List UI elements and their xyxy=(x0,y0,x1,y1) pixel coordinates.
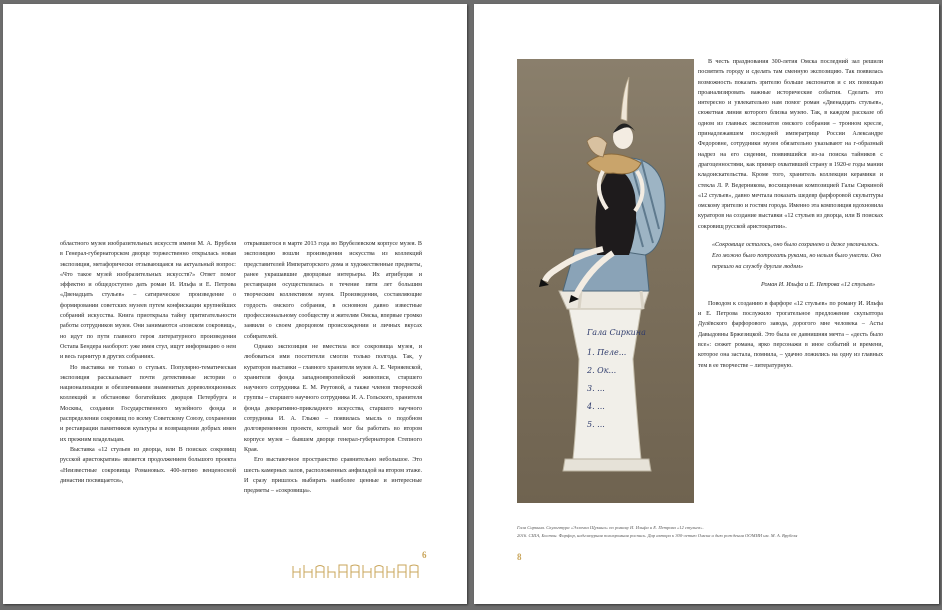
chairs-ornament-icon xyxy=(291,562,423,582)
caption-line-2: 2016. США, Бостон. Фарфор, надглазурная полихромная роспись. Дар автора к 300-летию Омска и дню рождения ООМИИ им. М. А. Врубеля xyxy=(517,532,798,538)
epigraph-attribution: Роман И. Ильфа и Е. Петрова «12 стульев» xyxy=(761,282,875,289)
right-para-2: Поводом к созданию в фарфоре «12 стульев» по роману И. Ильфа и Е. Петрова послужило трогательное предложение скульптора Дулёвского фарфорового завода, дорогого мне человека – Асты Давыдовны Бржезицкой. Это была ее давнишняя мечта – «десть было все»: сюжет романа, ярко персонажи в иное событий и времени, которое она застала, помнила, – удачно ложились на одну из главных тем в ее творчестве – литературную. xyxy=(698,300,883,369)
left-col2-para-2: Однако экспозиция не вместила все сокровища музея, и любоваться ими посетители смогли только полгода. Так, у кураторов выставки – главного хранителя музея А. Е. Черняевской, хранителя фонда западноевропейской живописи, старшего научного сотрудника Е. М. Реутовой, а также членов творческой группы – старшего научного сотрудника И. А. Гольского, хранителя фонда декоративно-прикладного искусства, старшего научного сотрудника И. А. Глыжо – появилась мысль о подобном долговременном проекте, который мог бы работать во втором корпусе музея – бывшем дворце генерал-губернаторов Степного Края. xyxy=(244,343,422,453)
caption-line-1: Гала Сиркина. Скульптура «Эллочка Щукина» по роману И. Ильфа и Е. Петрова «12 стульев». xyxy=(517,525,704,530)
plaque-line-4: 3. ... xyxy=(587,384,605,393)
porcelain-figurine-image xyxy=(517,59,694,503)
left-col1-para-3: Выставка «12 стульев из дворца, или В поисках сокровищ русской аристократии» является продолжением большого проекта «Неизвестные сокровища Романовых. 400-летию венценосной династии посвящается», xyxy=(60,446,236,484)
plaque-line-3: 2. Ок... xyxy=(587,366,617,375)
left-page-column-1 xyxy=(60,239,236,486)
right-page-column xyxy=(698,57,883,371)
left-page-column-2 xyxy=(244,239,422,496)
right-page-number: 8 xyxy=(517,552,522,562)
epigraph-quote: «Сокровище осталось, оно было сохранено и даже увеличилось. Его можно было потрогать руками, но нельзя было унести. Оно перешло на службу другим людям» xyxy=(712,242,882,270)
left-col1-para-2: Но выставка не только о стульях. Популярно-тематическая экспозиция рассказывает почти детективные истории о национализации и обезличивании знаменитых дореволюционных коллекций и обстановке богатейших дворцов Петербурга и Москвы, создании Государственного музейного фонда и распределении сокровищ по всему Советскому Союзу, сохранении и реставрации памятников культуры и возвращении добрых имен их прежним владельцам. xyxy=(60,364,236,443)
right-para-1: В честь празднования 300-летия Омска последний зал решили посвятить городу и сделать там сменную экспозицию. Так появилась возможность показать зрителю больше экспонатов и с их помощью проанализировать важные исторические события. Сделать это интересно и увлекательно нам помог роман «Двенадцать стульев», сюжетная линия которого близка музею. Так, в каждом рассказе об одном из главных экспонатов омского собрания – тронном кресле, принадлежавшем последней императрице России Александре Федоровне, сотрудники музея обязательно указывают на г-образный надрез на его сидении, появившийся из-за поиска тайников с драгоценностями, как пример охватившей страну в 1920-е годы мании кладоискательства. Кроме того, хранитель коллекции керамики и стекла Л. Р. Ведерникова, восхищенная композицией Галы Сиркиной «12 стульев», давно мечтала показать шедевр фарфоровой скульптуры омскому зрителю и гостям города. Именно эта композиция вдохновила кураторов на создание выставки «12 стульев из дворца, или В поисках сокровищ русской аристократии». xyxy=(698,59,883,230)
left-page xyxy=(3,4,467,604)
right-page xyxy=(474,4,939,604)
left-page-number: 6 xyxy=(422,550,427,560)
left-col2-para-1: открывшегося в марте 2013 года во Врубелевском корпусе музея. В экспозицию вошли произведения искусства из коллекций представителей Императорского дома и художественные предметы, ранее украшавшие дворцовые интерьеры. Их атрибуция и реставрация осуществлялась в течение пяти лет большим творческим коллективом музея. Произведения, составляющие гордость омского собрания, в основном давно известные профессиональному сообществу и жителям Омска, впервые громко заявили о своем дворцовом происхождении и личных вкусах собирателей. xyxy=(244,241,422,340)
left-col2-para-3: Его выставочное пространство сравнительно небольшое. Это шесть камерных залов, расположенных анфиладой на втором этаже. И сразу пришлось выбирать наиболее ценные и интересные предметы – «сокровища». xyxy=(244,457,422,495)
figurine-photo xyxy=(517,59,694,503)
photo-caption xyxy=(517,524,917,539)
plaque-line-5: 4. ... xyxy=(587,402,605,411)
plaque-line-2: 1. Пеле... xyxy=(587,348,627,357)
plaque-line-6: 5. ... xyxy=(587,420,605,429)
left-col1-para-1: областного музея изобразительных искусств имени М. А. Врубеля в Генерал-губернаторском дворце торжественно открылась новая экспозиция, метафорически отзывающаяся на актуальный вопрос: «Что такое музей изобразительных искусств?» Ответ помог эффектно и общедоступно дать роман И. Ильфа и Е. Петрова «Двенадцать стульев» – сатирическое произведение о формировании советских музеев путем конфискации крупнейших собраний искусства. Книга приоткрыла тайну притягательности работы сотрудников музея. Они занимаются «поиском сокровищ», но идут по пути главного героя литературного произведения Остапа Бендера наоборот: уже имея стул, ищут информацию о нем и весь гарнитур в других собраниях. xyxy=(60,241,236,361)
plaque-line-1: Гала Сиркина xyxy=(587,328,646,337)
